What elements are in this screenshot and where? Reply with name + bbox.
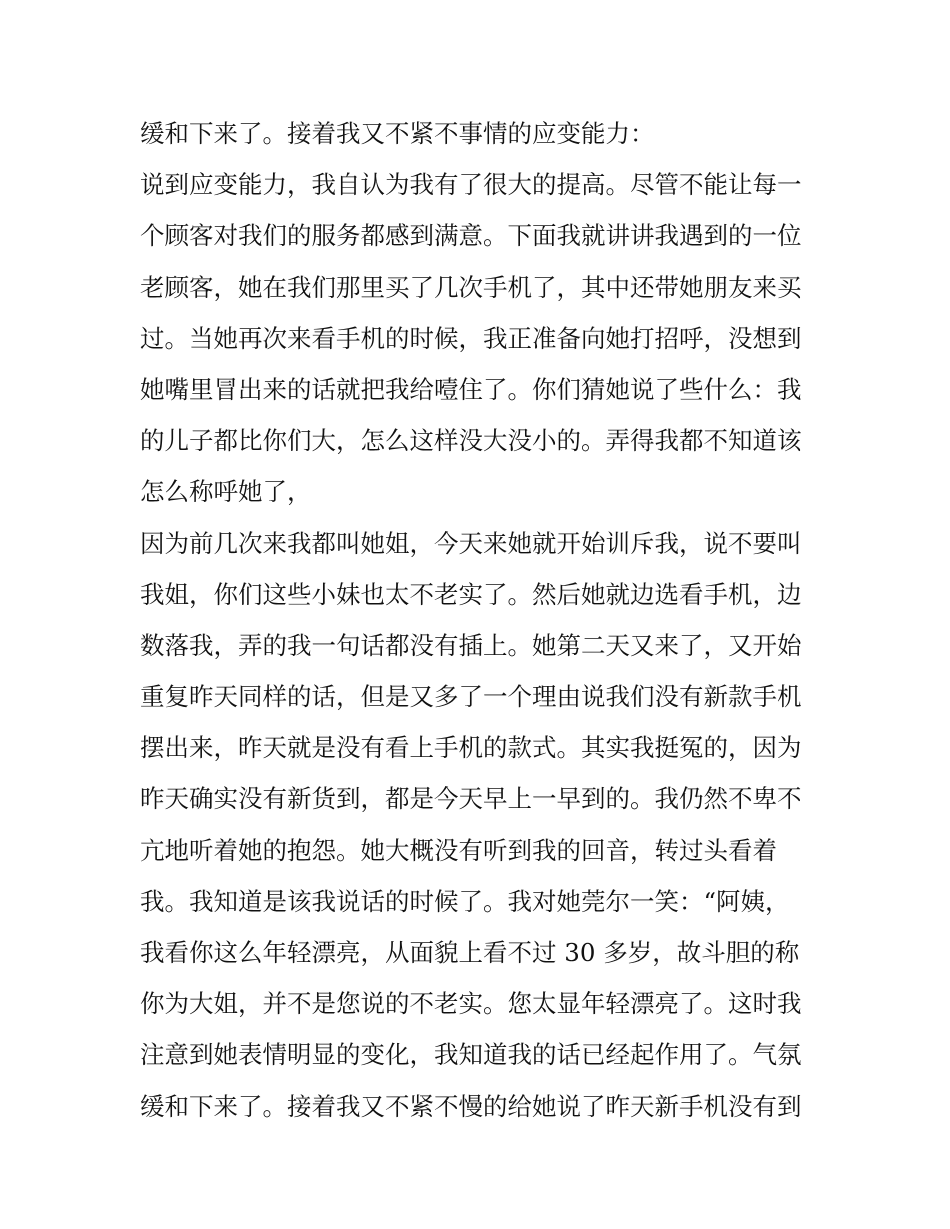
text-line: 昨天确实没有新货到，都是今天早上一早到的。我仍然不卑不 bbox=[140, 784, 802, 814]
text-line: 我姐，你们这些小妹也太不老实了。然后她就边选看手机，边 bbox=[140, 579, 802, 609]
text-line: 过。当她再次来看手机的时候，我正准备向她打招呼，没想到 bbox=[140, 323, 802, 353]
text-line: 老顾客，她在我们那里买了几次手机了，其中还带她朋友来买 bbox=[140, 272, 802, 302]
text-line: 我看你这么年轻漂亮，从面貌上看不过 30 多岁，故斗胆的称 bbox=[140, 938, 800, 967]
text-line: 你为大姐，并不是您说的不老实。您太显年轻漂亮了。这时我 bbox=[140, 989, 802, 1019]
text-line: 缓和下来了。接着我又不紧不事情的应变能力： bbox=[140, 119, 655, 148]
text-line: 注意到她表情明显的变化，我知道我的话已经起作用了。气氛 bbox=[140, 1040, 802, 1070]
text-line: 个顾客对我们的服务都感到满意。下面我就讲讲我遇到的一位 bbox=[140, 221, 802, 251]
text-line: 我。我知道是该我说话的时候了。我对她莞尔一笑：“阿姨， bbox=[140, 886, 790, 916]
text-line: 摆出来，昨天就是没有看上手机的款式。其实我挺冤的，因为 bbox=[140, 733, 802, 763]
text-line: 数落我，弄的我一句话都没有插上。她第二天又来了，又开始 bbox=[140, 630, 802, 660]
text-line: 怎么称呼她了， bbox=[140, 477, 312, 507]
text-line: 她嘴里冒出来的话就把我给噎住了。你们猜她说了些什么：我 bbox=[140, 374, 802, 404]
text-line: 说到应变能力，我自认为我有了很大的提高。尽管不能让每一 bbox=[140, 170, 802, 200]
body-text bbox=[140, 108, 820, 1132]
text-line: 重复昨天同样的话，但是又多了一个理由说我们没有新款手机 bbox=[140, 682, 802, 712]
text-line: 亢地听着她的抱怨。她大概没有听到我的回音，转过头看着 bbox=[140, 835, 777, 865]
text-line: 的儿子都比你们大，怎么这样没大没小的。弄得我都不知道该 bbox=[140, 426, 802, 456]
text-line: 因为前几次来我都叫她姐，今天来她就开始训斥我，说不要叫 bbox=[140, 528, 802, 558]
text-line: 缓和下来了。接着我又不紧不慢的给她说了昨天新手机没有到 bbox=[140, 1091, 802, 1121]
